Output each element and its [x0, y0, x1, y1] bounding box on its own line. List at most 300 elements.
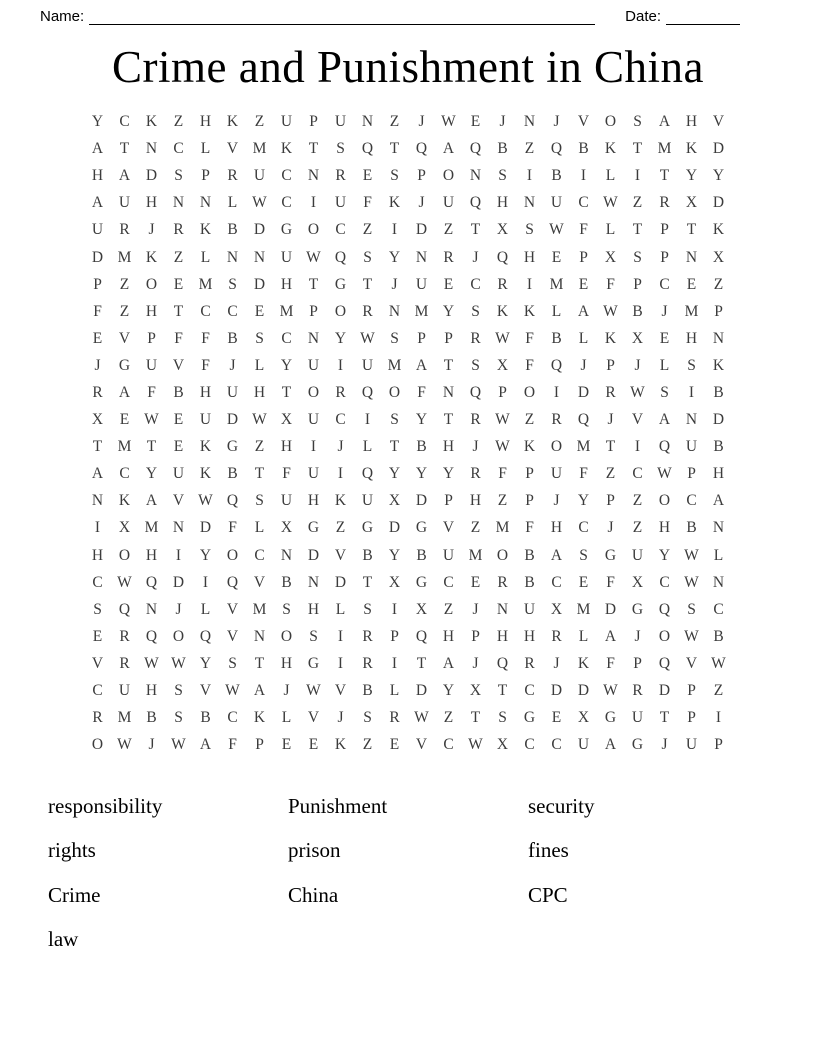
grid-letter: J [634, 356, 641, 374]
grid-letter: L [200, 248, 211, 266]
grid-letter: G [307, 654, 320, 672]
grid-letter: T [659, 167, 670, 185]
grid-letter: S [687, 356, 696, 374]
grid-letter: C [551, 573, 562, 591]
grid-letter: B [578, 140, 589, 158]
grid-letter: Y [91, 113, 104, 131]
grid-letter: U [577, 736, 590, 754]
grid-letter: O [442, 167, 455, 185]
grid-letter: U [685, 736, 698, 754]
grid-letter: J [661, 736, 668, 754]
grid-letter: Z [497, 492, 508, 510]
grid-letter: K [253, 709, 266, 727]
grid-letter: D [577, 682, 590, 700]
grid-letter: E [254, 302, 265, 320]
grid-letter: Q [361, 465, 374, 483]
grid-letter: K [226, 113, 239, 131]
grid-letter: L [389, 682, 400, 700]
grid-letter: D [334, 573, 347, 591]
grid-letter: B [713, 627, 724, 645]
grid-letter: O [550, 438, 563, 456]
grid-letter: F [201, 356, 210, 374]
grid-letter: J [553, 113, 560, 131]
grid-letter: W [684, 627, 699, 645]
wordsearch-grid [0, 109, 816, 759]
grid-letter: S [336, 140, 345, 158]
grid-letter: U [253, 167, 266, 185]
grid-letter: C [578, 519, 589, 537]
grid-letter: Q [361, 140, 374, 158]
grid-letter: L [254, 356, 265, 374]
grid-letter: S [255, 329, 264, 347]
grid-letter: U [415, 275, 428, 293]
grid-letter: R [551, 627, 562, 645]
grid-letter: U [442, 546, 455, 564]
name-fill-line [89, 8, 595, 25]
grid-letter: V [118, 329, 131, 347]
word-bank-column [48, 784, 288, 962]
grid-letter: H [253, 383, 266, 401]
grid-letter: V [172, 356, 185, 374]
grid-letter: F [606, 275, 615, 293]
grid-letter: V [172, 492, 185, 510]
grid-letter: A [604, 736, 617, 754]
grid-letter: G [226, 438, 239, 456]
grid-letter: H [469, 492, 482, 510]
grid-letter: U [307, 356, 320, 374]
grid-letter: C [119, 465, 130, 483]
grid-letter: I [202, 573, 209, 591]
grid-letter: H [91, 546, 104, 564]
grid-letter: M [117, 709, 132, 727]
grid-letter: V [226, 627, 239, 645]
grid-letter: W [603, 682, 618, 700]
grid-letter: H [145, 302, 158, 320]
grid-letter: Z [173, 113, 184, 131]
grid-letter: S [498, 167, 507, 185]
grid-letter: P [417, 329, 426, 347]
grid-letter: R [92, 383, 103, 401]
grid-letter: S [363, 600, 372, 618]
grid-letter: Z [362, 736, 373, 754]
grid-letter: W [495, 329, 510, 347]
grid-letter: I [526, 275, 533, 293]
grid-letter: I [94, 519, 101, 537]
grid-letter: E [470, 113, 481, 131]
grid-letter: A [199, 736, 212, 754]
grid-letter: R [362, 302, 373, 320]
grid-letter: B [524, 573, 535, 591]
grid-letter: N [280, 546, 293, 564]
date-fill-line [666, 8, 740, 25]
grid-letter: G [118, 356, 131, 374]
grid-letter: H [496, 194, 509, 212]
grid-letter: U [280, 248, 293, 266]
grid-letter: V [91, 654, 104, 672]
grid-letter: J [472, 600, 479, 618]
grid-letter: P [444, 329, 453, 347]
grid-letter: C [686, 492, 697, 510]
grid-letter: F [174, 329, 183, 347]
grid-letter: H [199, 383, 212, 401]
grid-letter: U [280, 113, 293, 131]
grid-letter: P [93, 275, 102, 293]
grid-letter: L [578, 329, 589, 347]
grid-letter: C [281, 167, 292, 185]
grid-letter: G [523, 709, 536, 727]
grid-letter: B [416, 546, 427, 564]
grid-letter: Q [658, 654, 671, 672]
grid-letter: T [173, 302, 184, 320]
grid-letter: Q [550, 140, 563, 158]
grid-letter: U [550, 465, 563, 483]
grid-letter: H [496, 627, 509, 645]
grid-letter: H [145, 194, 158, 212]
grid-letter: K [334, 736, 347, 754]
grid-letter: Y [442, 682, 455, 700]
grid-letter: K [496, 302, 509, 320]
grid-letter: F [498, 465, 507, 483]
grid-letter: W [630, 383, 645, 401]
grid-letter: C [659, 275, 670, 293]
grid-letter: N [172, 519, 185, 537]
grid-letter: X [118, 519, 131, 537]
grid-letter: S [579, 546, 588, 564]
grid-letter: E [173, 438, 184, 456]
grid-letter: W [252, 411, 267, 429]
grid-letter: E [308, 736, 319, 754]
grid-letter: C [173, 140, 184, 158]
grid-letter: T [254, 465, 265, 483]
grid-letter: I [310, 438, 317, 456]
grid-letter: U [226, 383, 239, 401]
grid-letter: D [415, 221, 428, 239]
grid-letter: R [119, 221, 130, 239]
grid-letter: E [659, 329, 670, 347]
grid-letter: T [362, 573, 373, 591]
grid-letter: A [415, 356, 428, 374]
grid-letter: N [442, 383, 455, 401]
grid-letter: T [605, 438, 616, 456]
grid-letter: S [174, 709, 183, 727]
grid-letter: Y [388, 248, 401, 266]
grid-letter: P [687, 465, 696, 483]
grid-letter: F [147, 383, 156, 401]
grid-letter: Y [415, 411, 428, 429]
grid-letter: C [713, 600, 724, 618]
grid-letter: H [307, 600, 320, 618]
grid-letter: C [335, 221, 346, 239]
grid-letter: U [280, 492, 293, 510]
grid-letter: W [144, 411, 159, 429]
grid-letter: D [415, 492, 428, 510]
grid-letter: J [553, 654, 560, 672]
grid-letter: X [388, 492, 401, 510]
grid-letter: Q [469, 194, 482, 212]
grid-letter: C [227, 302, 238, 320]
grid-letter: D [712, 140, 725, 158]
grid-letter: M [117, 248, 132, 266]
grid-letter: O [280, 627, 293, 645]
grid-letter: N [307, 329, 320, 347]
grid-letter: X [280, 519, 293, 537]
grid-letter: U [631, 546, 644, 564]
grid-letter: C [335, 411, 346, 429]
grid-letter: I [175, 546, 182, 564]
grid-letter: U [361, 492, 374, 510]
grid-letter: S [174, 167, 183, 185]
grid-letter: B [362, 546, 373, 564]
grid-letter: S [309, 627, 318, 645]
grid-letter: H [442, 438, 455, 456]
grid-letter: J [607, 411, 614, 429]
grid-letter: U [361, 356, 374, 374]
grid-letter: D [604, 600, 617, 618]
grid-letter: G [415, 573, 428, 591]
grid-letter: H [280, 275, 293, 293]
grid-letter: M [576, 600, 591, 618]
grid-letter: E [470, 573, 481, 591]
grid-letter: T [470, 221, 481, 239]
header [0, 0, 816, 25]
grid-letter: D [226, 411, 239, 429]
grid-letter: T [308, 275, 319, 293]
grid-letter: V [685, 654, 698, 672]
grid-letter: F [228, 519, 237, 537]
grid-letter: Z [389, 113, 400, 131]
grid-letter: J [499, 113, 506, 131]
grid-letter: U [685, 438, 698, 456]
grid-letter: A [604, 627, 617, 645]
grid-letter: K [523, 302, 536, 320]
grid-letter: U [91, 221, 104, 239]
grid-letter: T [443, 411, 454, 429]
grid-letter: L [362, 438, 373, 456]
grid-letter: L [659, 356, 670, 374]
grid-letter: X [388, 573, 401, 591]
grid-letter: W [360, 329, 375, 347]
grid-letter: M [468, 546, 483, 564]
grid-letter: L [254, 519, 265, 537]
grid-letter: A [118, 383, 131, 401]
word-bank [0, 759, 816, 962]
grid-letter: Z [254, 113, 265, 131]
grid-letter: N [523, 194, 536, 212]
grid-letter: D [307, 546, 320, 564]
grid-letter: W [495, 411, 510, 429]
grid-letter: J [634, 627, 641, 645]
grid-letter: R [605, 383, 616, 401]
grid-letter: C [524, 736, 535, 754]
grid-letter: B [497, 140, 508, 158]
grid-letter: W [144, 654, 159, 672]
word-bank-word: China [288, 882, 339, 907]
grid-letter: M [549, 275, 564, 293]
grid-letter: Z [713, 682, 724, 700]
grid-letter: D [415, 682, 428, 700]
grid-letter: H [685, 329, 698, 347]
grid-letter: S [633, 248, 642, 266]
grid-letter: A [253, 682, 266, 700]
grid-letter: Q [415, 140, 428, 158]
grid-letter: X [604, 248, 617, 266]
grid-letter: F [228, 736, 237, 754]
grid-letter: Q [145, 627, 158, 645]
grid-letter: J [418, 113, 425, 131]
grid-letter: C [254, 546, 265, 564]
grid-letter: C [551, 736, 562, 754]
grid-letter: Y [199, 654, 212, 672]
grid-letter: H [658, 519, 671, 537]
grid-letter: C [578, 194, 589, 212]
grid-letter: O [334, 302, 347, 320]
grid-letter: D [253, 275, 266, 293]
grid-letter: Z [362, 221, 373, 239]
grid-letter: F [363, 194, 372, 212]
grid-letter: Q [226, 492, 239, 510]
grid-letter: F [93, 302, 102, 320]
grid-letter: P [579, 248, 588, 266]
grid-letter: Y [280, 356, 293, 374]
grid-letter: M [252, 600, 267, 618]
grid-letter: Q [334, 248, 347, 266]
grid-letter: R [362, 627, 373, 645]
grid-letter: H [712, 465, 725, 483]
word-bank-word: security [528, 793, 595, 818]
grid-letter: B [551, 167, 562, 185]
grid-letter: J [337, 709, 344, 727]
grid-letter: S [525, 221, 534, 239]
grid-letter: C [227, 709, 238, 727]
grid-letter: K [199, 438, 212, 456]
grid-letter: T [632, 221, 643, 239]
grid-letter: B [227, 329, 238, 347]
grid-letter: K [604, 329, 617, 347]
grid-letter: P [687, 709, 696, 727]
grid-letter: T [416, 654, 427, 672]
grid-letter: R [119, 654, 130, 672]
grid-letter: D [550, 682, 563, 700]
grid-letter: F [579, 465, 588, 483]
grid-letter: G [280, 221, 293, 239]
grid-letter: U [307, 411, 320, 429]
grid-letter: U [334, 113, 347, 131]
grid-letter: Y [145, 465, 158, 483]
grid-letter: N [199, 194, 212, 212]
grid-letter: C [470, 275, 481, 293]
grid-letter: N [307, 573, 320, 591]
grid-letter: J [580, 356, 587, 374]
grid-letter: D [91, 248, 104, 266]
grid-letter: V [253, 573, 266, 591]
grid-letter: J [175, 600, 182, 618]
grid-letter: E [551, 709, 562, 727]
grid-letter: Z [632, 194, 643, 212]
grid-letter: C [200, 302, 211, 320]
grid-letter: Q [199, 627, 212, 645]
grid-letter: P [660, 248, 669, 266]
grid-letter: S [255, 492, 264, 510]
grid-letter: Z [443, 221, 454, 239]
grid-letter: O [118, 546, 131, 564]
grid-letter: A [91, 140, 104, 158]
grid-letter: E [173, 411, 184, 429]
grid-letter: Q [550, 356, 563, 374]
grid-letter: N [685, 248, 698, 266]
grid-letter: R [497, 275, 508, 293]
grid-letter: P [633, 275, 642, 293]
word-bank-word: CPC [528, 882, 568, 907]
grid-letter: P [525, 465, 534, 483]
grid-letter: Y [712, 167, 725, 185]
grid-letter: Q [496, 654, 509, 672]
grid-letter: H [199, 113, 212, 131]
grid-letter: K [199, 465, 212, 483]
grid-letter: S [633, 113, 642, 131]
grid-letter: K [712, 221, 725, 239]
grid-letter: R [470, 411, 481, 429]
grid-letter: V [712, 113, 725, 131]
grid-letter: W [684, 573, 699, 591]
grid-letter: U [199, 411, 212, 429]
grid-letter: H [145, 682, 158, 700]
grid-letter: M [252, 140, 267, 158]
grid-letter: A [658, 113, 671, 131]
grid-letter: D [199, 519, 212, 537]
grid-letter: X [550, 600, 563, 618]
grid-letter: Z [524, 140, 535, 158]
grid-letter: J [229, 356, 236, 374]
word-bank-word: law [48, 927, 79, 951]
grid-letter: H [550, 519, 563, 537]
grid-letter: N [145, 140, 158, 158]
grid-letter: R [443, 248, 454, 266]
word-bank-word: rights [48, 838, 96, 862]
grid-letter: K [145, 113, 158, 131]
grid-letter: J [337, 438, 344, 456]
grid-letter: D [712, 194, 725, 212]
grid-letter: J [472, 438, 479, 456]
grid-letter: H [442, 627, 455, 645]
grid-letter: X [496, 356, 509, 374]
grid-letter: H [307, 492, 320, 510]
grid-letter: Q [496, 248, 509, 266]
grid-letter: R [497, 573, 508, 591]
grid-letter: D [253, 221, 266, 239]
grid-letter: C [281, 194, 292, 212]
grid-letter: K [577, 654, 590, 672]
grid-letter: T [146, 438, 157, 456]
grid-letter: J [661, 302, 668, 320]
grid-letter: M [279, 302, 294, 320]
grid-letter: L [281, 709, 292, 727]
grid-letter: E [389, 736, 400, 754]
grid-letter: T [470, 709, 481, 727]
grid-letter: P [660, 221, 669, 239]
grid-letter: K [280, 140, 293, 158]
grid-letter: S [471, 302, 480, 320]
grid-letter: D [145, 167, 158, 185]
grid-letter: G [631, 736, 644, 754]
grid-letter: E [173, 275, 184, 293]
grid-letter: T [443, 356, 454, 374]
grid-letter: B [551, 329, 562, 347]
grid-letter: F [579, 221, 588, 239]
grid-letter: C [632, 465, 643, 483]
grid-letter: M [657, 140, 672, 158]
grid-letter: O [604, 113, 617, 131]
grid-letter: I [553, 383, 560, 401]
